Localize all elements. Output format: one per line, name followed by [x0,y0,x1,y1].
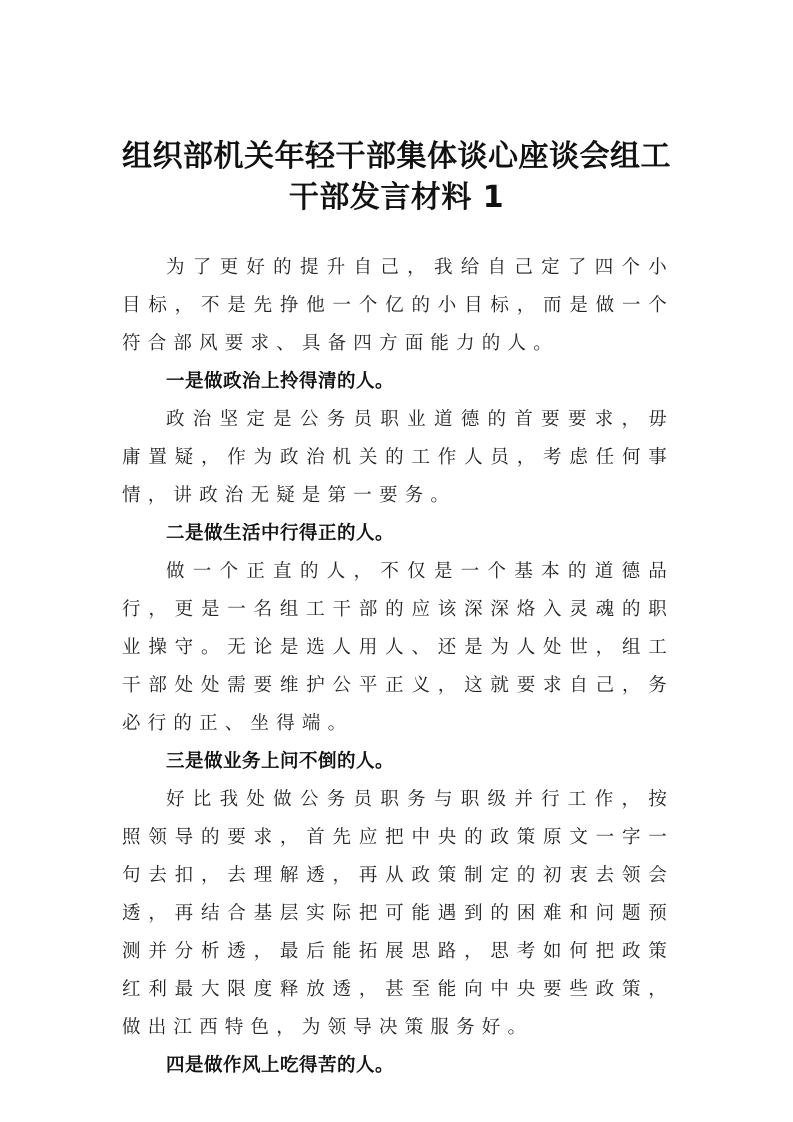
section-paragraph-2: 做一个正直的人，不仅是一个基本的道德品行，更是一名组工干部的应该深深烙入灵魂的职业操守。无论是选人用人、还是为人处世，组工干部处处需要维护公平正义，这就要求自己，务必行的正、坐得端。 [122,561,674,734]
document-body [122,249,674,1085]
document-title [100,136,693,218]
section-heading-1: 一是做政治上拎得清的人。 [166,371,395,392]
intro-paragraph: 为了更好的提升自己，我给自己定了四个小目标，不是先挣他一个亿的小目标，而是做一个符合部风要求、具备四方面能力的人。 [122,257,674,354]
section-paragraph-1: 政治坚定是公务员职业道德的首要要求，毋庸置疑，作为政治机关的工作人员，考虑任何事情，讲政治无疑是第一要务。 [122,409,674,506]
section-heading-4: 四是做作风上吃得苦的人。 [166,1055,395,1076]
section-heading-3: 三是做业务上问不倒的人。 [166,751,395,772]
section-paragraph-3: 好比我处做公务员职务与职级并行工作，按照领导的要求，首先应把中央的政策原文一字一句去扣，去理解透，再从政策制定的初衷去领会透，再结合基层实际把可能遇到的困难和问题预测并分析透，最后能拓展思路，思考如何把政策红利最大限度释放透，甚至能向中央要些政策，做出江西特色，为领导决策服务好。 [122,789,674,1038]
section-heading-2: 二是做生活中行得正的人。 [166,523,395,544]
title-line-1: 组织部机关年轻干部集体谈心座谈会组工 [122,139,671,174]
title-line-2: 干部发言材料 1 [288,180,505,215]
